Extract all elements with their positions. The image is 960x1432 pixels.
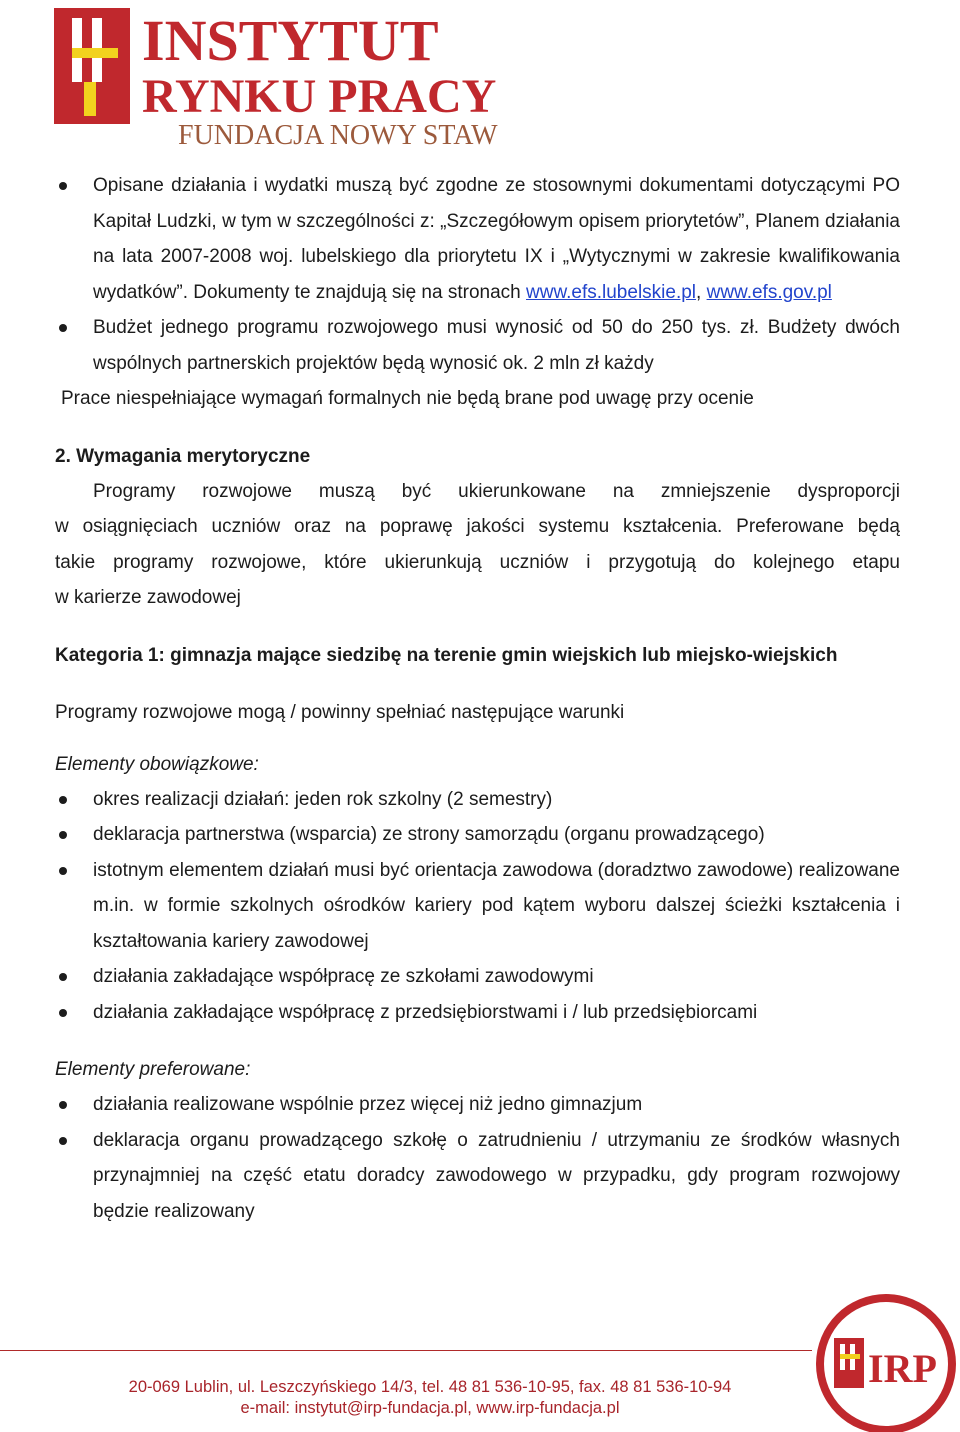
mandatory-item: działania zakładające współpracę z przedsiębiorstwami i / lub przedsiębiorcami	[55, 995, 900, 1031]
intro-text: Programy rozwojowe mogą / powinny spełniać następujące warunki	[55, 701, 625, 723]
preferred-item: działania realizowane wspólnie przez więcej niż jedno gimnazjum	[55, 1087, 900, 1123]
footer	[40, 1377, 820, 1419]
logo-line1: INSTYTUT	[142, 8, 439, 73]
logo-line2: RYNKU PRACY	[142, 70, 497, 123]
section-para-line: takie programy rozwojowe, które ukierunkują uczniów i przygotują do kolejnego etapu	[55, 551, 900, 573]
irp-badge-logo	[806, 1290, 960, 1432]
preferred-heading: Elementy preferowane:	[55, 1059, 251, 1080]
bullet-item: Opisane działania i wydatki muszą być zgodne ze stosownymi dokumentami dotyczącymi PO Kapitał Ludzki, w tym w szczególności z: „Szczegółowym opisem priorytetów”, Planem działania na lata 2007-2008 woj. lubelskiego dla priorytetu IX i „Wytycznymi w zakresie kwalifikowania wydatków”. Dokumenty te znajdują się na stronach www.efs.lubelskie.pl, www.efs.gov.pl	[55, 168, 900, 310]
badge-text: IRP	[868, 1346, 937, 1391]
bullet-item: Budżet jednego programu rozwojowego musi wynosić od 50 do 250 tys. zł. Budżety dwóch wspólnych partnerskich projektów będą wynosić ok. 2 mln zł każdy	[55, 310, 900, 381]
link-efs-lubelskie[interactable]: www.efs.lubelskie.pl	[526, 281, 697, 303]
mandatory-item: okres realizacji działań: jeden rok szkolny (2 semestry)	[55, 782, 900, 818]
logo-line3: FUNDACJA NOWY STAW	[178, 120, 498, 150]
link-efs-gov[interactable]: www.efs.gov.pl	[706, 281, 832, 303]
mandatory-heading: Elementy obowiązkowe:	[55, 753, 259, 775]
section-para-line: w osiągnięciach uczniów oraz na poprawę jakości systemu kształcenia. Preferowane będą	[55, 516, 900, 537]
footer-contact[interactable]: e-mail: instytut@irp-fundacja.pl, www.irp-fundacja.pl	[240, 1399, 620, 1417]
section-title: 2. Wymagania merytoryczne	[55, 445, 311, 467]
mandatory-item: deklaracja partnerstwa (wsparcia) ze strony samorządu (organu prowadzącego)	[55, 817, 900, 853]
instytut-logo	[50, 4, 570, 150]
mandatory-item: istotnym elementem działań musi być orientacja zawodowa (doradztwo zawodowe) realizowane m.in. w formie szkolnych ośrodków kariery pod kątem wyboru dalszej ścieżki kształcenia i kształtowania kariery zawodowej	[55, 853, 900, 960]
mandatory-item: działania zakładające współpracę ze szkołami zawodowymi	[55, 959, 900, 995]
preferred-item: deklaracja organu prowadzącego szkołę o zatrudnieniu / utrzymaniu ze środków własnych przynajmniej na część etatu doradcy zawodowego w przypadku, gdy program rozwojowy będzie realizowany	[55, 1123, 900, 1230]
footer-address: 20-069 Lublin, ul. Leszczyńskiego 14/3, tel. 48 81 536-10-95, fax. 48 81 536-10-94	[128, 1378, 732, 1396]
section-para-line: Programy rozwojowe muszą być ukierunkowane na zmniejszenie dysproporcji	[93, 480, 900, 502]
formal-note: Prace niespełniające wymagań formalnych nie będą brane pod uwagę przy ocenie	[61, 388, 754, 409]
footer-divider	[0, 1350, 812, 1351]
section-para-line: w karierze zawodowej	[55, 587, 241, 608]
document-body	[55, 168, 900, 1229]
category-heading: Kategoria 1: gimnazja mające siedzibę na terenie gmin wiejskich lub miejsko-wiejskich	[55, 644, 838, 666]
